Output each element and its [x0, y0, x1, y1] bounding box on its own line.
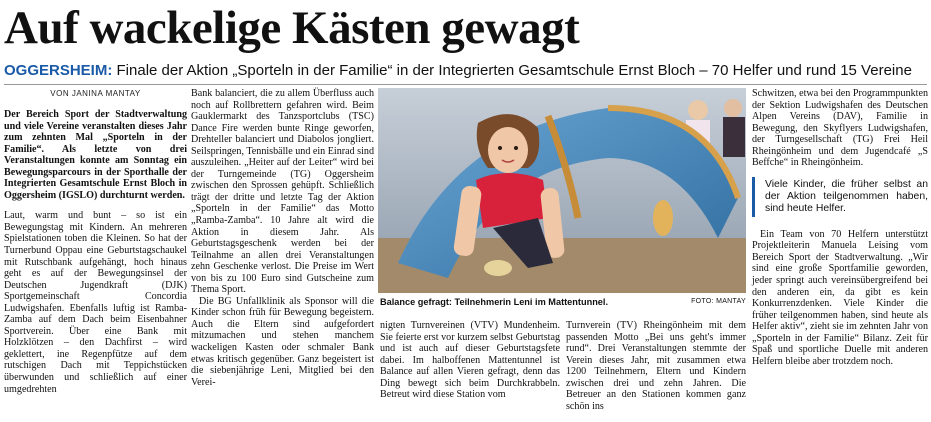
photo-credit: FOTO: MANTAY — [691, 298, 746, 305]
lead-paragraph: Der Bereich Sport der Stadtverwaltung und viele Vereine veranstalten dieses Jahr zum zehnten Mal „Sporteln in der Familie“. Als letzte von drei Veranstaltungen konnte am Sonntag ein Bewegungsparcours in der Sporthalle der Integrierten Gesamtschule Ernst Bloch in Oggersheim (IGSLO) durchturnt werden. — [4, 109, 187, 201]
article-column-2 — [191, 88, 374, 388]
body-paragraph: Ein Team von 70 Helfern unterstützt Projektleiterin Manuela Leising vom Bereich Sport der Stadtverwaltung. „Wir sind eine große Sportfamilie geworden, jeder springt auch vereinsübergreifend bei den anderen ein, da gibt es kein Konkurrenzdenken. Viele Kinder die früher teilgenommen haben, sind heute als Helfer aktiv“, zieht sie im zehnten Jahr von „Sporteln in der Familie“ Bilanz. Zeit für Spaß und sportliche Duelle mit anderen Helfern bleibe aber trotzdem noch. — [752, 228, 928, 367]
caption-text: Balance gefragt: Teilnehmerin Leni im Mattentunnel. — [380, 297, 609, 307]
pull-quote: Viele Kinder, die früher selbst an der Aktion teilgenommen haben, sind heute Helfer. — [752, 177, 928, 217]
top-divider — [4, 84, 927, 85]
article-column-3 — [380, 320, 560, 401]
body-paragraph: Bank balanciert, die zu allem Überfluss auch noch auf Rollbrettern gefahren wird. Beim Gauklermarkt des Tanzsportclubs (TSC) Dance Fire werden bunte Ringe geworfen, Drehteller balanciert und Diabolos jongliert. Seilspringen, Tennisbälle und ein Einrad sind auszuleihen. „Heiter auf der Leiter“ wird bei der Turngemeinde (TG) Oggersheim zwischen den Sprossen gehüpft. Schließlich trägt der dritte und letzte Tag der Aktion „Sporteln in der Familie“ das Motto „Ramba-Zamba“. 10 Jahre alt wird die Aktion in diesem Jahr. Als Geburtstagsgeschenk werden bei der Teilnahme an allen drei Veranstaltungen zehn Geschenke verlost. Die Preise im Wert von bis zu 100 Euro sind Gutscheine zum Thema Sport. — [191, 88, 375, 296]
subheadline-text: Finale der Aktion „Sporteln in der Familie“ in der Integrierten Gesamtschule Ernst Bloch – 70 Helfer und rund 15 Vereine — [116, 62, 912, 79]
body-paragraph: Turnverein (TV) Rheingönheim mit dem passenden Motto „Bei uns geht's immer rund“. Drei Veranstaltungen stemmte der Verein dieses Jahr, mit zusammen etwa 1200 Teilnehmern, Eltern und Kindern zwischen drei und zehn Jahren. Die Betreuer an den Stationen kommen ganz schön ins — [566, 320, 746, 412]
article-column-4 — [566, 320, 746, 412]
gym-photo-illustration — [378, 88, 746, 293]
body-paragraph: nigten Turnvereinen (VTV) Mundenheim. Sie feierte erst vor kurzem selbst Geburtstag und ist auch auf dieser Geburtstagsfete dabei. Im halboffenen Mattentunnel ist Balance auf allen Vieren gefragt, denn das Ding bewegt sich beim Durchkrabbeln. Betreut wird diese Station vom — [380, 320, 560, 401]
headline: Auf wackelige Kästen gewagt — [4, 2, 580, 54]
body-paragraph: Die BG Unfallklinik als Sponsor will die Kinder schon früh für Bewegung begeistern. Auch die Eltern sind aufgefordert mitzumachen und stehen manchem wackeligen Kasten oder schmaler Bank etwas kritisch gegenüber. Ganz begeistert ist die siebenjährige Leni, Mitglied bei den Verei- — [191, 295, 374, 388]
article-photo — [378, 88, 746, 293]
subheadline — [4, 62, 928, 80]
article-column-5 — [752, 88, 928, 367]
location-tag: OGGERSHEIM: — [4, 62, 113, 79]
photo-caption — [380, 295, 746, 309]
byline: VON JANINA MANTAY — [50, 89, 141, 98]
body-paragraph: Schwitzen, etwa bei den Programmpunkten der Sektion Ludwigshafen des Deutschen Alpen Vereins (DAV), Familie in Bewegung, den Skyflyers Ludwigshafen, der Turngesellschaft (TG) Frei Heil Rheingönheim und dem Jugendcafé „S Beffche“ in Rheingönheim. — [752, 88, 928, 169]
body-paragraph: Laut, warm und bunt – so ist ein Bewegungstag mit Kindern. An mehreren Spielstationen toben die Kleinen. So hat der Turnerbund Oppau eine Geburtstagschaukel mit Rutschbank aufgehängt, hoch hinaus geht es auf der Bewegungsinsel der Deutschen Jugendkraft (DJK) Sportgemeinschaft Concordia Ludwigshafen. Ebenfalls luftig ist Ramba-Zamba auf dem Dach beim Eisenbahner Sportverein. Über eine Bank mit Holzklötzen – den Dachfirst – wird geklettert, ine Regenpfütze auf dem rutschigen Dach mit Teppichstücken überwunden und schließlich auf einer umgedrehten — [4, 210, 187, 395]
article-column-1 — [4, 88, 187, 395]
